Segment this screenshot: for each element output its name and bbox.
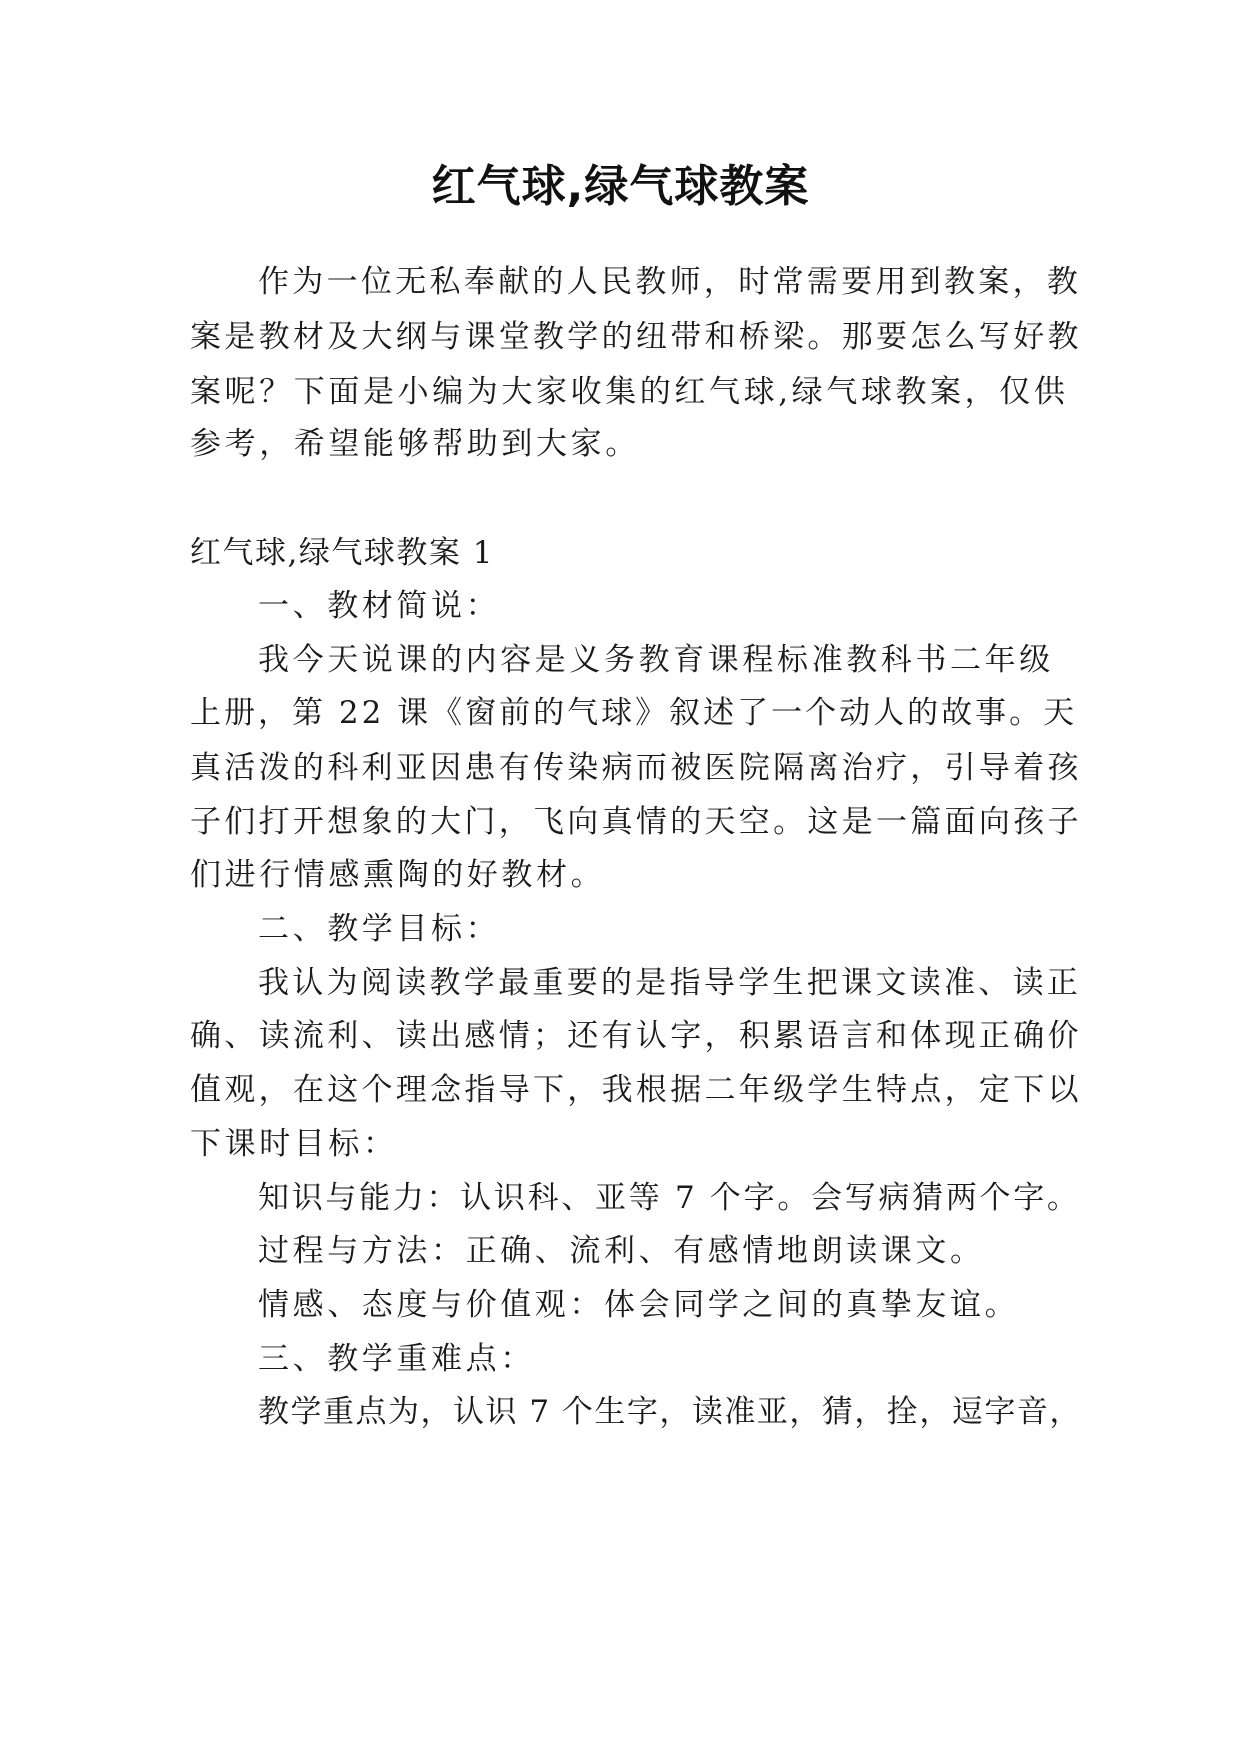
intro-line: 案是教材及大纲与课堂教学的纽带和桥梁。那要怎么写好教: [190, 319, 1082, 355]
subsection-heading: 三、教学重难点：: [258, 1341, 535, 1377]
body-line: 上册，第 22 课《窗前的气球》叙述了一个动人的故事。天: [190, 695, 1078, 731]
subsection-heading: 一、教材简说：: [258, 588, 501, 624]
body-line: 下课时目标：: [190, 1126, 398, 1162]
body-line: 教学重点为，认识 7 个生字，读准亚，猜，拴，逗字音，: [258, 1394, 1082, 1430]
body-line: 真活泼的科利亚因患有传染病而被医院隔离治疗，引导着孩: [190, 750, 1082, 786]
intro-line: 参考，希望能够帮助到大家。: [190, 426, 640, 462]
body-line: 值观，在这个理念指导下，我根据二年级学生特点，定下以: [190, 1072, 1082, 1108]
body-line: 们进行情感熏陶的好教材。: [190, 857, 606, 893]
body-line: 确、读流利、读出感情；还有认字，积累语言和体现正确价: [190, 1018, 1082, 1054]
body-line: 我认为阅读教学最重要的是指导学生把课文读准、读正: [258, 965, 1082, 1001]
subsection-heading: 二、教学目标：: [258, 911, 501, 947]
body-line: 过程与方法：正确、流利、有感情地朗读课文。: [258, 1233, 985, 1269]
intro-line: 案呢？下面是小编为大家收集的红气球,绿气球教案，仅供: [190, 374, 1069, 410]
body-line: 子们打开想象的大门，飞向真情的天空。这是一篇面向孩子: [190, 804, 1082, 840]
section-heading: 红气球,绿气球教案 1: [190, 535, 494, 571]
document-title: 红气球,绿气球教案: [431, 161, 810, 212]
intro-line: 作为一位无私奉献的人民教师，时常需要用到教案，教: [258, 264, 1082, 300]
body-line: 情感、态度与价值观：体会同学之间的真挚友谊。: [258, 1287, 1020, 1323]
body-line: 我今天说课的内容是义务教育课程标准教科书二年级: [258, 642, 1054, 678]
body-line: 知识与能力：认识科、亚等 7 个字。会写病猜两个字。: [258, 1180, 1081, 1216]
